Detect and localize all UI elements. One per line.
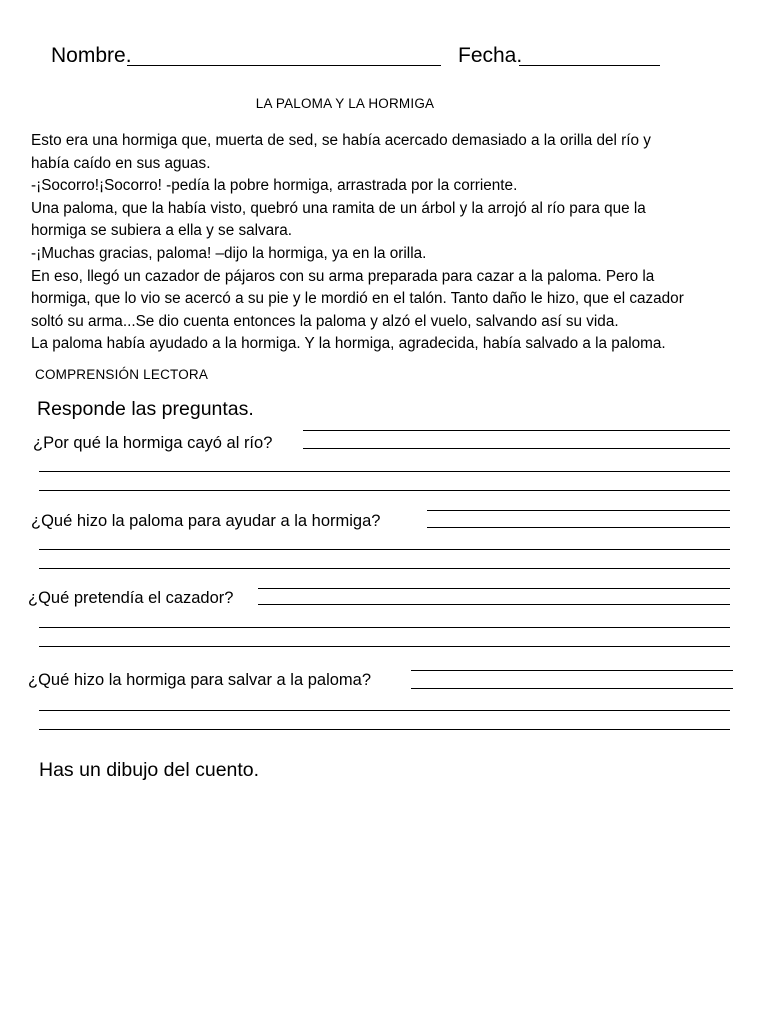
name-answer-line[interactable]	[127, 65, 441, 66]
story-line: hormiga se subiera a ella y se salvara.	[31, 222, 293, 240]
drawing-prompt: Has un dibujo del cuento.	[39, 759, 260, 781]
question-1: ¿Por qué la hormiga cayó al río?	[33, 434, 273, 452]
answer-line[interactable]	[39, 627, 730, 628]
answer-line[interactable]	[411, 688, 733, 689]
instructions: Responde las preguntas.	[37, 398, 254, 420]
answer-line[interactable]	[303, 430, 730, 431]
answer-line[interactable]	[411, 670, 733, 671]
story-line: Esto era una hormiga que, muerta de sed, se había acercado demasiado a la orilla del río y	[31, 132, 651, 149]
comprehension-heading: COMPRENSIÓN LECTORA	[35, 367, 209, 382]
story-line: -¡Muchas gracias, paloma! –dijo la hormiga, ya en la orilla.	[31, 244, 427, 262]
question-3: ¿Qué pretendía el cazador?	[28, 589, 234, 607]
story-title: LA PALOMA Y LA HORMIGA	[255, 96, 435, 111]
answer-line[interactable]	[39, 490, 730, 491]
answer-line[interactable]	[39, 549, 730, 550]
date-answer-line[interactable]	[519, 65, 660, 66]
story-line: hormiga, que lo vio se acercó a su pie y le mordió en el talón. Tanto daño le hizo, que el cazador	[31, 290, 684, 308]
story-line: La paloma había ayudado a la hormiga. Y la hormiga, agradecida, había salvado a la paloma.	[31, 335, 666, 353]
name-label: Nombre.	[51, 44, 132, 67]
answer-line[interactable]	[39, 710, 730, 711]
answer-line[interactable]	[427, 527, 730, 528]
story-line: Una paloma, que la había visto, quebró una ramita de un árbol y la arrojó al río para que la	[31, 199, 646, 217]
question-2: ¿Qué hizo la paloma para ayudar a la hormiga?	[31, 512, 381, 530]
answer-line[interactable]	[39, 646, 730, 647]
date-label: Fecha.	[458, 44, 523, 67]
story-line: había caído en sus aguas.	[31, 154, 211, 172]
answer-line[interactable]	[258, 588, 730, 589]
answer-line[interactable]	[39, 568, 730, 569]
story-line: -¡Socorro!¡Socorro! -pedía la pobre hormiga, arrastrada por la corriente.	[31, 177, 518, 195]
answer-line[interactable]	[303, 448, 730, 449]
answer-line[interactable]	[39, 729, 730, 730]
drawing-area[interactable]	[31, 790, 736, 1000]
answer-line[interactable]	[427, 510, 730, 511]
story-text	[31, 130, 751, 356]
question-4: ¿Qué hizo la hormiga para salvar a la paloma?	[28, 671, 372, 689]
answer-line[interactable]	[39, 471, 730, 472]
story-line: En eso, llegó un cazador de pájaros con su arma preparada para cazar a la paloma. Pero la	[31, 267, 655, 285]
answer-line[interactable]	[258, 604, 730, 605]
story-line: soltó su arma...Se dio cuenta entonces la paloma y alzó el vuelo, salvando así su vida.	[31, 312, 619, 330]
